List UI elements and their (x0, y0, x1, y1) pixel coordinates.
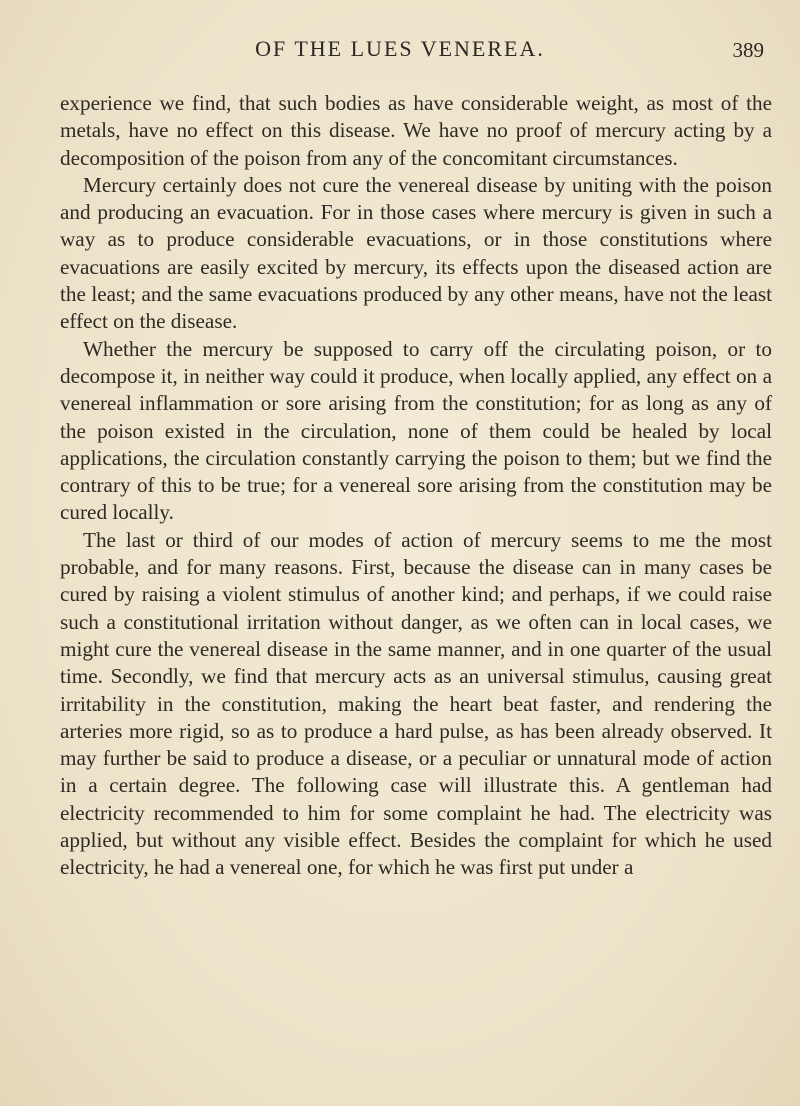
paragraph-third-mode: The last or third of our modes of action of mercury seems to me the most probable, and for many reasons. First, because the disease can in many cases be cured by raising a violent stimulus of another kind; and perhaps, if we could raise such a constitutional irritation without danger, as we often can in local cases, we might cure the venereal disease in the same manner, and in one quarter of the usual time. Secondly, we find that mercury acts as an universal stimulus, causing great irritability in the constitution, making the heart beat faster, and rendering the arteries more rigid, so as to produce a hard pulse, as has been already observed. It may further be said to produce a disease, or a peculiar or unnatural mode of action in a certain degree. The following case will illustrate this. A gentleman had electricity recommended to him for some complaint he had. The electricity was applied, but without any visible effect. Besides the complaint for which he used electricity, he had a venereal one, for which he was first put under a (60, 527, 772, 880)
running-title: OF THE LUES VENEREA. (255, 36, 545, 61)
paragraph-circulating-poison: Whether the mercury be supposed to carry off the circulating poison, or to decompose it, in neither way could it produce, when locally applied, any effect on a venereal inflammation or sore arising from the constitution; for as long as any of the poison existed in the circulation, none of them could be healed by local applications, the circulation constantly carrying the poison to them; but we find the contrary of this to be true; for a venereal sore arising from the constitution may be cured locally. (60, 336, 772, 525)
running-head (0, 36, 800, 66)
paragraph-continued: experience we find, that such bodies as have considerable weight, as most of the metals, have no effect on this disease. We have no proof of mercury acting by a decomposition of the poison from any of the concomitant circumstances. (60, 91, 772, 170)
paragraph-evacuation: Mercury certainly does not cure the venereal disease by uniting with the poison and producing an evacuation. For in those cases where mercury is given in such a way as to produce considerable evacuations, or in those constitutions where evacuations are easily excited by mercury, its effects upon the diseased action are the least; and the same evacuations produced by any other means, have not the least effect on the disease. (60, 172, 772, 334)
body-text (60, 90, 772, 882)
page-number: 389 (732, 38, 764, 62)
